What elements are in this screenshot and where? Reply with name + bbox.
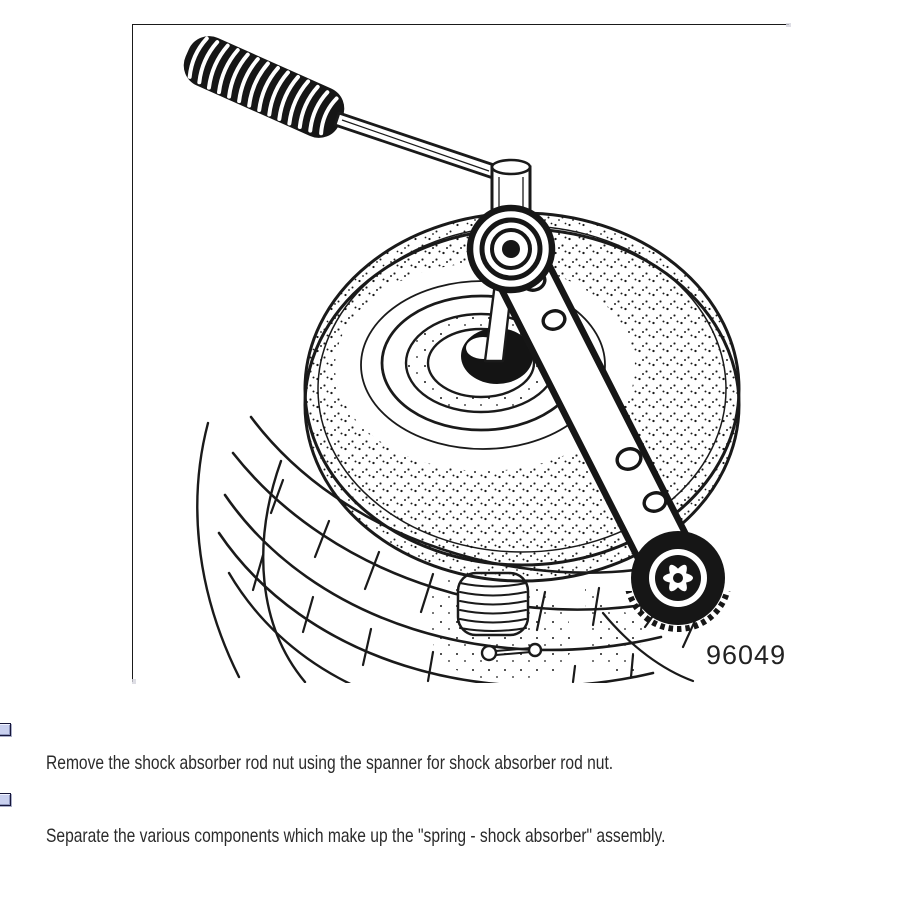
shock-absorber-spanner-illustration xyxy=(133,25,789,683)
instruction-text-separate-components: Separate the various components which make up the "spring - shock absorber" assembly. xyxy=(46,825,666,847)
frame-corner-mark-top-right xyxy=(786,23,791,27)
lower-mount-details xyxy=(426,570,645,682)
figure-frame xyxy=(132,24,789,682)
figure-number: 96049 xyxy=(706,640,787,670)
instruction-text-remove-nut: Remove the shock absorber rod nut using the spanner for shock absorber rod nut. xyxy=(46,752,614,774)
spanner-head-nut xyxy=(470,208,552,290)
spanner-handle-grip xyxy=(177,29,352,145)
square-bullet-icon xyxy=(0,723,11,736)
frame-corner-mark-bottom-left xyxy=(132,679,136,684)
spanner-shaft xyxy=(335,113,497,178)
square-bullet-icon xyxy=(0,793,11,806)
